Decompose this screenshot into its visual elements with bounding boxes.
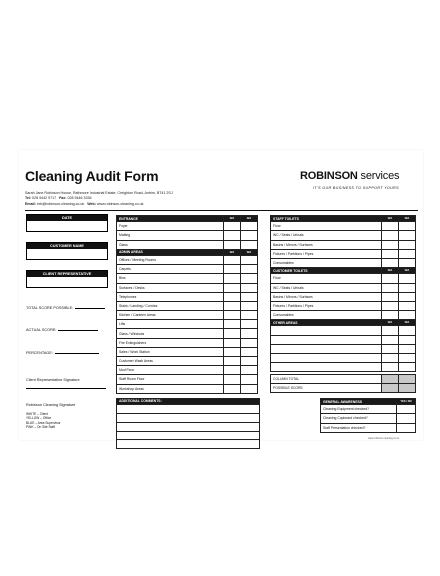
checklist-item-label: Lifts: [117, 320, 224, 329]
percentage-label: PERCENTAGE:: [26, 351, 99, 355]
score-cell[interactable]: [224, 231, 241, 240]
yes-no-cell[interactable]: [397, 405, 416, 414]
score-cell[interactable]: [224, 357, 241, 366]
checklist-item-label: Fixtures / Partitions / Pipes: [271, 301, 382, 310]
score-cell[interactable]: [241, 240, 258, 249]
score-cell[interactable]: [241, 231, 258, 240]
checklist-item-label: Sales / Work Station: [117, 347, 224, 356]
score-cell[interactable]: [224, 274, 241, 283]
score-cell[interactable]: [399, 354, 416, 363]
checklist-item-label: [271, 335, 382, 344]
score-cell[interactable]: [224, 375, 241, 384]
score-cell[interactable]: [382, 283, 399, 292]
checklist-row: [271, 274, 416, 283]
score-cell[interactable]: [399, 301, 416, 310]
score-cell[interactable]: [382, 274, 399, 283]
score-cell[interactable]: [382, 231, 399, 240]
score-cell[interactable]: [382, 222, 399, 231]
copy-key: WHITE – Client YELLOW – Office BLUE – Area Supervisor PINK – On Site Staff: [26, 412, 61, 430]
checklist-row: [117, 265, 258, 274]
score-cell[interactable]: [224, 311, 241, 320]
checklist-row: [271, 258, 416, 267]
awareness-title: GENERAL AWARENESS: [321, 399, 397, 405]
score-cell[interactable]: [224, 265, 241, 274]
checklist-item-label: Bins: [117, 274, 224, 283]
general-awareness: [320, 398, 416, 433]
awareness-row: [321, 423, 416, 432]
score-cell[interactable]: [399, 274, 416, 283]
score-col-header: N/A: [382, 216, 399, 222]
company-address: Sarah Jane Robinson House, Rathmore Industrial Estate, Creighton Road, Antrim, BT41 2SJ Tel: 028 9442 9717 Fax: 028 9446 3336 Email: info@robinson-cleaning.co.uk Web: www.robinson-cleaning.co.uk: [25, 191, 173, 206]
checklist-item-label: Kitchen / Canteen Areas: [117, 311, 224, 320]
checklist-row: [271, 231, 416, 240]
section-title: ADMIN AREAS: [117, 249, 224, 255]
checklist-row: [271, 363, 416, 372]
score-cell[interactable]: [382, 363, 399, 372]
actual-score-label: ACTUAL SCORE:: [26, 328, 98, 332]
score-cell[interactable]: [224, 240, 241, 249]
checklist-row: [271, 301, 416, 310]
checklist-item-label: Consumables: [271, 258, 382, 267]
yes-no-cell[interactable]: [397, 423, 416, 432]
section-title: STAFF TOILETS: [271, 216, 382, 222]
total-cell[interactable]: [382, 375, 399, 384]
score-cell[interactable]: [399, 326, 416, 335]
awareness-item: Cleaning Equipment checked?: [321, 405, 397, 414]
checklist-row: [271, 326, 416, 335]
checklist-item-label: Basins / Mirrors / Surfaces: [271, 240, 382, 249]
total-cell[interactable]: [399, 384, 416, 393]
checklist-item-label: [271, 363, 382, 372]
client-rep-box: CLIENT REPRESENTATIVE: [26, 270, 108, 288]
checklist-row: [117, 301, 258, 310]
checklist-item-label: [271, 326, 382, 335]
comment-line[interactable]: [117, 413, 259, 422]
score-col-header: N/A: [382, 320, 399, 326]
score-cell[interactable]: [382, 335, 399, 344]
checklist-row: [271, 344, 416, 353]
section-title: OTHER AREAS: [271, 320, 382, 326]
score-col-header: N/A: [382, 268, 399, 274]
score-col-header: N/A: [241, 216, 258, 222]
score-cell[interactable]: [224, 338, 241, 347]
score-col-header: N/A: [399, 216, 416, 222]
awareness-item: Cleaning Cupboard checked?: [321, 414, 397, 423]
actual-score-field[interactable]: [58, 330, 98, 331]
checklist-item-label: Mod Floor: [117, 366, 224, 375]
score-col-header: N/A: [241, 249, 258, 255]
score-cell[interactable]: [382, 301, 399, 310]
score-col-header: N/A: [399, 268, 416, 274]
checklist-row: [117, 255, 258, 264]
checklist-item-label: Glass: [117, 240, 224, 249]
score-cell[interactable]: [224, 222, 241, 231]
checklist-item-label: WC / Seats / Urinals: [271, 231, 382, 240]
score-cell[interactable]: [241, 255, 258, 264]
totals-row: [271, 375, 416, 384]
score-cell[interactable]: [399, 283, 416, 292]
section-title: CUSTOMER TOILETS: [271, 268, 382, 274]
score-cell[interactable]: [382, 240, 399, 249]
comment-line[interactable]: [117, 404, 259, 413]
checklist-row: [117, 274, 258, 283]
totals-row: [271, 384, 416, 393]
score-cell[interactable]: [241, 265, 258, 274]
checklist-item-label: WC / Seats / Urinals: [271, 283, 382, 292]
checklist-item-label: Surfaces / Desks: [117, 283, 224, 292]
score-cell[interactable]: [382, 344, 399, 353]
score-cell[interactable]: [241, 222, 258, 231]
score-col-header: N/A: [399, 320, 416, 326]
score-cell[interactable]: [399, 222, 416, 231]
checklist-item-label: Workshop Areas: [117, 384, 224, 393]
checklist-row: [117, 320, 258, 329]
checklist-item-label: Telephones: [117, 292, 224, 301]
checklist-item-label: Stairs / Landing / Corridor: [117, 301, 224, 310]
score-cell[interactable]: [224, 347, 241, 356]
score-cell[interactable]: [399, 231, 416, 240]
yes-no-header: YES / NO: [397, 399, 416, 405]
checklist-row: [117, 283, 258, 292]
checklist-row: [271, 240, 416, 249]
score-cell[interactable]: [399, 292, 416, 301]
checklist-item-label: Fixtures / Partitions / Pipes: [271, 249, 382, 258]
checklist-item-label: Carpets: [117, 265, 224, 274]
checklist-row: [271, 249, 416, 258]
score-cell[interactable]: [241, 274, 258, 283]
client-signature-line[interactable]: [26, 388, 106, 389]
checklist-item-label: Staff Room Floor: [117, 375, 224, 384]
score-cell[interactable]: [399, 249, 416, 258]
right-checklist: [270, 215, 416, 372]
score-cell[interactable]: [241, 301, 258, 310]
percentage-field[interactable]: [55, 353, 99, 354]
score-cell[interactable]: [241, 384, 258, 393]
checklist-row: [117, 240, 258, 249]
score-cell[interactable]: [241, 338, 258, 347]
checklist-item-label: Basins / Mirrors / Surfaces: [271, 292, 382, 301]
score-cell[interactable]: [399, 311, 416, 320]
total-score-field[interactable]: [75, 308, 105, 309]
checklist-item-label: Fire Extinguishers: [117, 338, 224, 347]
totals-label: COLUMN TOTAL: [271, 375, 382, 384]
score-cell[interactable]: [224, 366, 241, 375]
checklist-row: [271, 311, 416, 320]
customer-name-box: CUSTOMER NAME: [26, 242, 108, 260]
score-cell[interactable]: [241, 366, 258, 375]
checklist-item-label: Floor: [271, 222, 382, 231]
checklist-row: [117, 292, 258, 301]
score-cell[interactable]: [224, 283, 241, 292]
checklist-row: [271, 335, 416, 344]
checklist-row: [117, 222, 258, 231]
checklist-item-label: Glass / Windows: [117, 329, 224, 338]
checklist-row: [271, 283, 416, 292]
client-signature-label: Client Representative Signature: [26, 378, 80, 382]
totals-label: POSSIBLE SCORE: [271, 384, 382, 393]
checklist-item-label: Consumables: [271, 311, 382, 320]
awareness-row: [321, 414, 416, 423]
additional-comments: ADDITIONAL COMMENTS:: [116, 398, 260, 449]
score-cell[interactable]: [382, 326, 399, 335]
checklist-row: [117, 366, 258, 375]
score-cell[interactable]: [224, 301, 241, 310]
checklist-item-label: Matting: [117, 231, 224, 240]
score-col-header: N/A: [224, 216, 241, 222]
date-field[interactable]: [27, 221, 107, 231]
date-box: DATE: [26, 214, 108, 232]
checklist-row: [271, 292, 416, 301]
score-cell[interactable]: [224, 384, 241, 393]
checklist-row: [117, 384, 258, 393]
checklist-row: [117, 375, 258, 384]
checklist-row: [271, 222, 416, 231]
checklist-row: [271, 354, 416, 363]
score-cell[interactable]: [224, 255, 241, 264]
score-cell[interactable]: [399, 344, 416, 353]
score-cell[interactable]: [241, 311, 258, 320]
checklist-item-label: [271, 344, 382, 353]
checklist-row: [117, 357, 258, 366]
score-cell[interactable]: [382, 311, 399, 320]
comment-line[interactable]: [117, 431, 259, 440]
score-cell[interactable]: [382, 258, 399, 267]
brand-tagline: IT'S OUR BUSINESS TO SUPPORT YOURS: [313, 186, 399, 190]
score-cell[interactable]: [224, 320, 241, 329]
brand-logo: ROBINSON services: [300, 170, 400, 182]
score-cell[interactable]: [382, 354, 399, 363]
awareness-item: Staff Presentation checked?: [321, 423, 397, 432]
awareness-row: [321, 405, 416, 414]
checklist-row: [117, 311, 258, 320]
checklist-row: [117, 338, 258, 347]
score-cell[interactable]: [241, 320, 258, 329]
robinson-signature-label: Robinson Cleaning Signature: [26, 403, 76, 407]
checklist-item-label: [271, 354, 382, 363]
checklist-item-label: Customer Wash Areas: [117, 357, 224, 366]
checklist-item-label: Foyer: [117, 222, 224, 231]
comment-line[interactable]: [117, 422, 259, 431]
total-cell[interactable]: [399, 375, 416, 384]
score-cell[interactable]: [241, 283, 258, 292]
score-cell[interactable]: [382, 292, 399, 301]
form-title: Cleaning Audit Form: [25, 168, 159, 184]
score-cell[interactable]: [399, 335, 416, 344]
checklist-item-label: Floor: [271, 274, 382, 283]
score-col-header: N/A: [224, 249, 241, 255]
checklist-row: [117, 231, 258, 240]
middle-checklist: [116, 215, 258, 394]
checklist-row: [117, 347, 258, 356]
score-cell[interactable]: [382, 249, 399, 258]
score-cell[interactable]: [241, 375, 258, 384]
email-link[interactable]: info@robinson-cleaning.co.uk: [36, 201, 85, 206]
total-score-label: TOTAL SCORE POSSIBLE:: [26, 306, 105, 310]
score-cell[interactable]: [241, 292, 258, 301]
customer-name-field[interactable]: [27, 249, 107, 259]
header-divider: [25, 210, 418, 211]
section-title: ENTRANCE: [117, 216, 224, 222]
score-cell[interactable]: [241, 357, 258, 366]
checklist-item-label: Offices / Meeting Rooms: [117, 255, 224, 264]
footer-ref: www.robinson-cleaning.co.uk: [368, 437, 399, 440]
score-cell[interactable]: [224, 292, 241, 301]
checklist-row: [117, 329, 258, 338]
score-cell[interactable]: [399, 258, 416, 267]
yes-no-cell[interactable]: [397, 414, 416, 423]
totals-table: [270, 374, 416, 393]
score-cell[interactable]: [241, 347, 258, 356]
client-rep-field[interactable]: [27, 277, 107, 287]
web-link[interactable]: www.robinson-cleaning.co.uk: [96, 201, 144, 206]
score-cell[interactable]: [224, 329, 241, 338]
score-cell[interactable]: [399, 363, 416, 372]
score-cell[interactable]: [241, 329, 258, 338]
score-cell[interactable]: [399, 240, 416, 249]
total-cell[interactable]: [382, 384, 399, 393]
comment-line[interactable]: [117, 439, 259, 448]
